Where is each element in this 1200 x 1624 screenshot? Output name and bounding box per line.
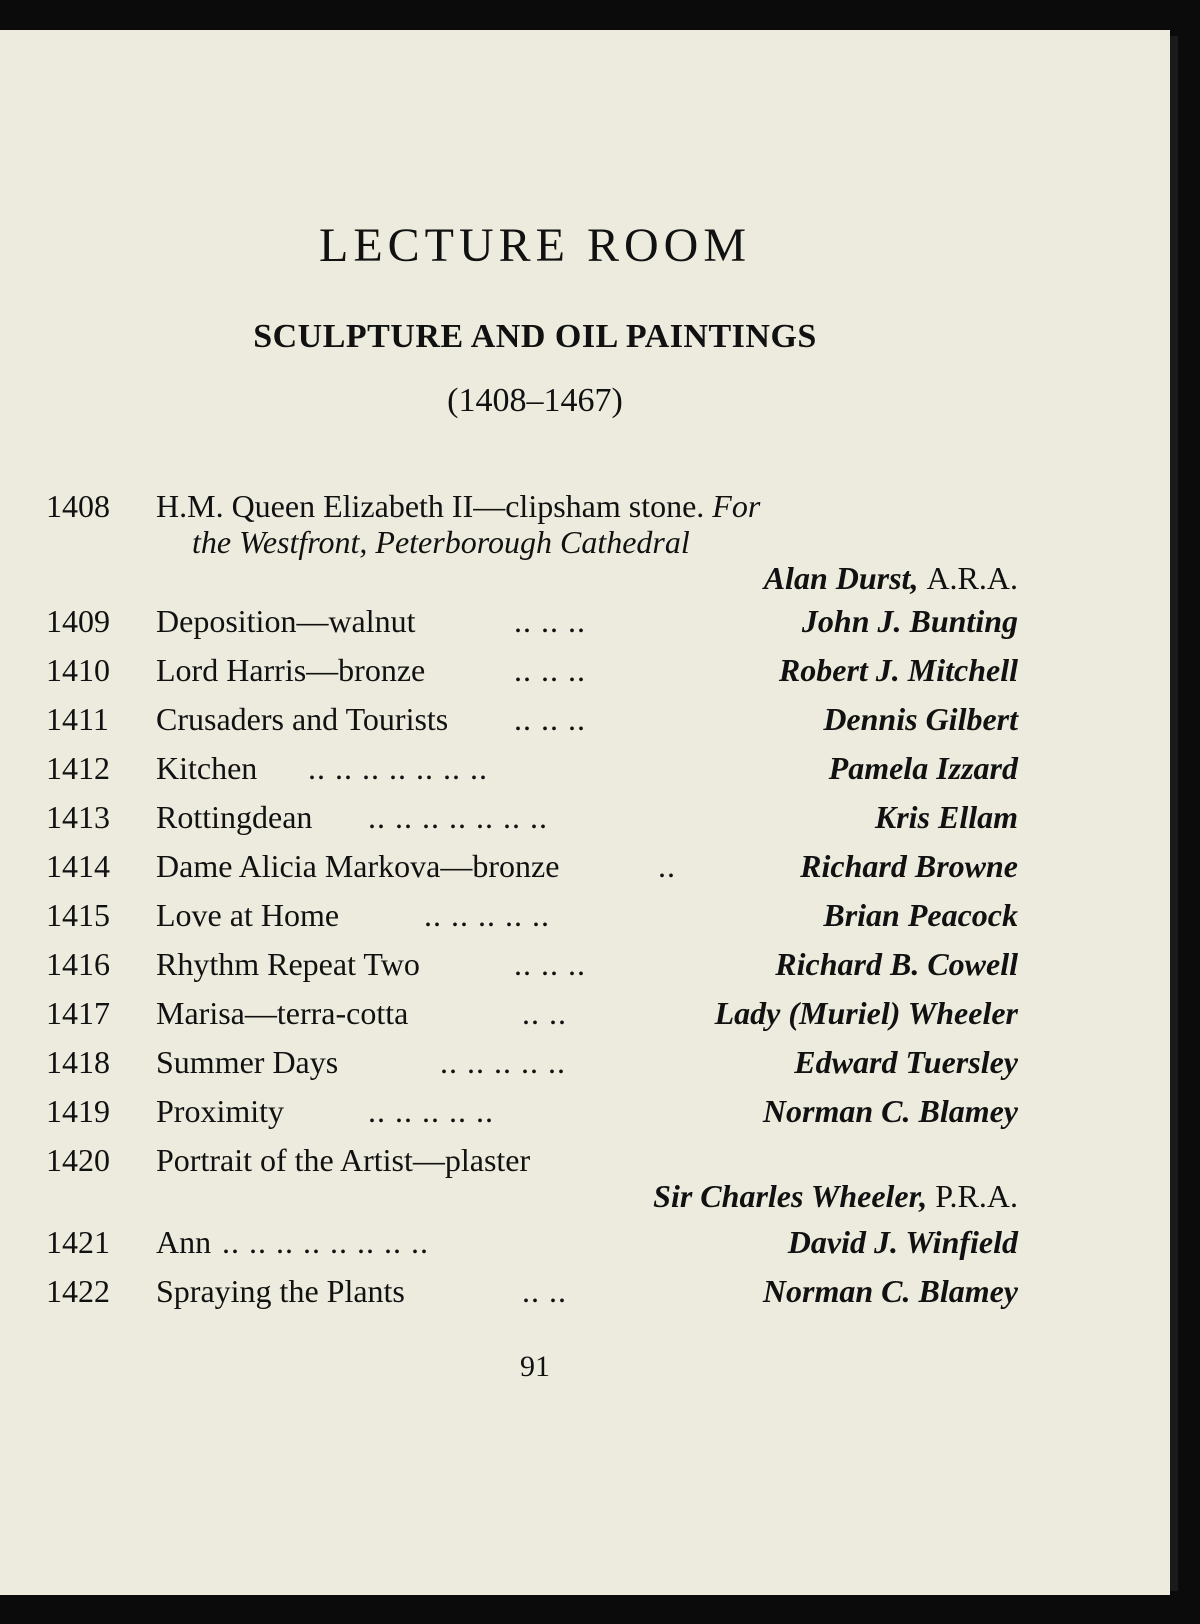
- entry-artist: John J. Bunting: [801, 603, 1018, 639]
- list-item: [46, 995, 1018, 1044]
- entry-number: 1408: [46, 488, 110, 524]
- page-number: 91: [520, 1350, 550, 1383]
- entry-title: H.M. Queen Elizabeth II—clipsham stone. For: [156, 488, 761, 524]
- entry-number: 1419: [46, 1093, 110, 1129]
- entry-title: Marisa—terra-cotta: [156, 995, 409, 1031]
- entry-artist: Kris Ellam: [874, 799, 1018, 835]
- catalogue-range: (1408–1467): [447, 382, 623, 419]
- list-item: [46, 1142, 1018, 1224]
- entry-title: Spraying the Plants: [156, 1273, 405, 1309]
- list-item: [46, 1093, 1018, 1142]
- entry-title: Deposition—walnut: [156, 603, 416, 639]
- entry-title: Rhythm Repeat Two: [156, 946, 420, 982]
- entry-title: Kitchen: [156, 750, 258, 786]
- leader-dots: .. .. .. .. ..: [440, 1044, 566, 1080]
- entry-title: Dame Alicia Markova—bronze: [156, 848, 560, 884]
- entry-title: Crusaders and Tourists: [156, 701, 449, 737]
- entry-artist: Edward Tuersley: [794, 1044, 1018, 1080]
- entry-artist: Brian Peacock: [823, 897, 1018, 933]
- entry-artist: Sir Charles Wheeler, P.R.A.: [653, 1178, 1018, 1214]
- leader-dots: .. .. ..: [514, 946, 586, 982]
- entry-artist: Dennis Gilbert: [823, 701, 1018, 737]
- entry-number: 1411: [46, 701, 109, 737]
- entry-artist: Richard Browne: [800, 848, 1018, 884]
- list-item: [46, 603, 1018, 652]
- list-item: [46, 1224, 1018, 1273]
- entry-artist: Norman C. Blamey: [762, 1273, 1018, 1309]
- entry-title: Love at Home: [156, 897, 340, 933]
- list-item: [46, 799, 1018, 848]
- entry-title: Ann: [156, 1224, 212, 1260]
- entry-artist: David J. Winfield: [787, 1224, 1018, 1260]
- entry-artist: Norman C. Blamey: [762, 1093, 1018, 1129]
- entry-number: 1420: [46, 1142, 110, 1178]
- catalogue-page: [0, 30, 1170, 1595]
- list-item: [46, 1044, 1018, 1093]
- entry-title-continued: the Westfront, Peterborough Cathedral: [192, 524, 690, 560]
- leader-dots: ..: [658, 848, 676, 884]
- entry-artist: Richard B. Cowell: [775, 946, 1018, 982]
- entry-artist: Lady (Muriel) Wheeler: [714, 995, 1018, 1031]
- entry-number: 1415: [46, 897, 110, 933]
- entry-number: 1417: [46, 995, 110, 1031]
- leader-dots: .. .. .. .. ..: [424, 897, 550, 933]
- leader-dots: .. .. ..: [514, 603, 586, 639]
- entry-number: 1413: [46, 799, 110, 835]
- entry-number: 1418: [46, 1044, 110, 1080]
- leader-dots: .. .. .. .. .. .. .. ..: [222, 1224, 429, 1260]
- list-item: [46, 488, 1018, 603]
- entry-list: [46, 488, 1018, 1322]
- leader-dots: .. .. .. .. .. .. ..: [368, 799, 548, 835]
- entry-number: 1410: [46, 652, 110, 688]
- leader-dots: .. .. ..: [514, 701, 586, 737]
- entry-artist: Alan Durst, A.R.A.: [763, 560, 1018, 596]
- leader-dots: .. .. .. .. .. .. ..: [308, 750, 488, 786]
- list-item: [46, 1273, 1018, 1322]
- entry-number: 1414: [46, 848, 110, 884]
- entry-number: 1421: [46, 1224, 110, 1260]
- entry-title: Portrait of the Artist—plaster: [156, 1142, 531, 1178]
- entry-title: Rottingdean: [156, 799, 313, 835]
- entry-number: 1416: [46, 946, 110, 982]
- leader-dots: .. ..: [522, 1273, 567, 1309]
- entry-title: Proximity: [156, 1093, 285, 1129]
- entry-number: 1412: [46, 750, 110, 786]
- entry-number: 1422: [46, 1273, 110, 1309]
- list-item: [46, 946, 1018, 995]
- page-edge: [1170, 36, 1178, 1591]
- list-item: [46, 652, 1018, 701]
- entry-number: 1409: [46, 603, 110, 639]
- leader-dots: .. .. .. .. ..: [368, 1093, 494, 1129]
- entry-title: Summer Days: [156, 1044, 339, 1080]
- list-item: [46, 701, 1018, 750]
- leader-dots: .. .. ..: [514, 652, 586, 688]
- section-subtitle: SCULPTURE AND OIL PAINTINGS: [253, 318, 817, 355]
- page-title: LECTURE ROOM: [319, 219, 751, 272]
- entry-title: Lord Harris—bronze: [156, 652, 426, 688]
- list-item: [46, 897, 1018, 946]
- list-item: [46, 848, 1018, 897]
- leader-dots: .. ..: [522, 995, 567, 1031]
- list-item: [46, 750, 1018, 799]
- entry-artist: Pamela Izzard: [828, 750, 1018, 786]
- entry-artist: Robert J. Mitchell: [778, 652, 1018, 688]
